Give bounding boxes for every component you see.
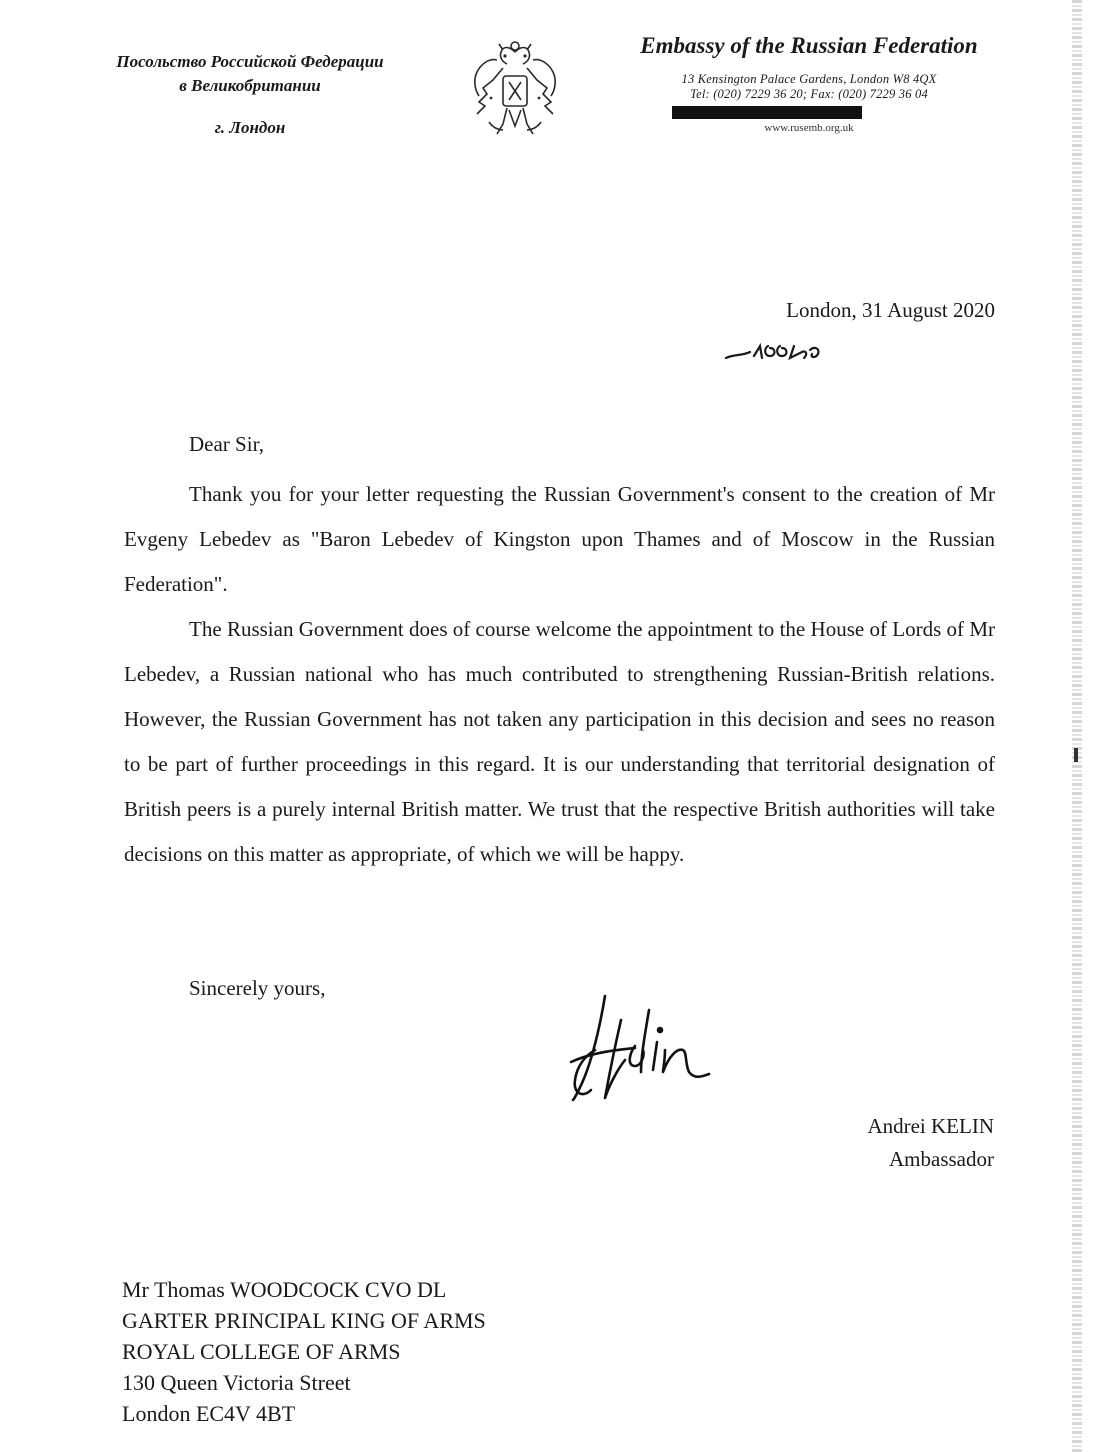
addressee-line: 130 Queen Victoria Street [122,1370,351,1395]
handwritten-reference-number [724,340,828,364]
redaction-bar [672,106,862,119]
letter-body [124,472,995,877]
header-english [604,30,1014,135]
addressee-line: GARTER PRINCIPAL KING OF ARMS [122,1308,486,1333]
greeting: Dear Sir, [189,432,264,456]
double-headed-eagle-emblem-icon [463,38,567,148]
handwritten-signature [565,990,755,1115]
closing: Sincerely yours, [189,976,326,1000]
embassy-website: www.rusemb.org.uk [764,122,854,134]
scan-edge [1072,0,1082,1452]
addressee-line: London EC4V 4BT [122,1401,296,1426]
header-ru-line1: Посольство Российской Федерации [116,52,384,71]
addressee-line: Mr Thomas WOODCOCK CVO DL [122,1277,447,1302]
addressee-block [122,1274,486,1429]
embassy-title: Embassy of the Russian Federation [640,33,978,58]
signer-block [867,1110,994,1176]
letter-date: London, 31 August 2020 [786,298,995,322]
header-russian [60,50,440,140]
addressee-line: ROYAL COLLEGE OF ARMS [122,1339,401,1364]
paragraph: Thank you for your letter requesting the Russian Government's consent to the creation of Mr Evgeny Lebedev as "Baron Lebedev of Kingston upon Thames and of Moscow in the Russian Federation". [124,482,995,596]
paragraph: The Russian Government does of course welcome the appointment to the House of Lords of Mr Lebedev, a Russian national who has much contributed to strengthening Russian-British relations. However, the Russian Government has not taken any participation in this decision and sees no reason to be part of further proceedings in this regard. It is our understanding that territorial designation of British peers is a purely internal British matter. We trust that the respective British authorities will take decisions on this matter as appropriate, of which we will be happy. [124,617,995,866]
signer-title: Ambassador [889,1147,994,1171]
header-ru-line2: в Великобритании [179,76,321,95]
signer-name: Andrei KELIN [867,1114,994,1138]
scan-mark [1074,748,1078,762]
header-ru-city: г. Лондон [214,118,286,137]
embassy-phone-fax: Tel: (020) 7229 36 20; Fax: (020) 7229 36 04 [690,87,928,101]
embassy-address: 13 Kensington Palace Gardens, London W8 4QX [681,72,937,86]
